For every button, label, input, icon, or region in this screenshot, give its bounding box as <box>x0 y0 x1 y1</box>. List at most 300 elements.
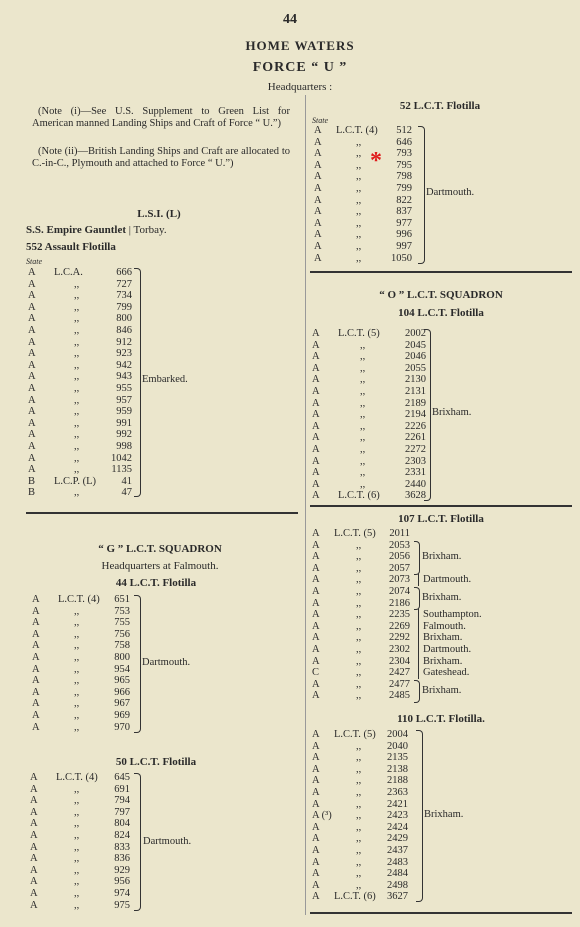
f104-row <box>312 328 432 340</box>
craft-number: 2303 <box>405 455 426 467</box>
ditto-mark: ,, <box>356 609 362 621</box>
f107-bar <box>418 632 419 644</box>
f50-row <box>30 888 140 900</box>
state-code: A <box>30 864 38 876</box>
f552-row <box>28 313 148 325</box>
f552-row <box>28 290 148 302</box>
f104-row <box>312 444 432 456</box>
f107-bar <box>418 621 419 633</box>
state-code: A <box>30 795 38 807</box>
ditto-mark: ,, <box>356 252 362 264</box>
state-code: A <box>312 597 320 609</box>
ditto-mark: ,, <box>356 562 362 574</box>
craft-number: 2188 <box>387 775 408 787</box>
f50-brace <box>134 773 141 911</box>
craft-number: 2421 <box>387 798 408 810</box>
state-code: A <box>312 539 320 551</box>
state-code: A <box>314 206 322 218</box>
craft-number: 975 <box>114 899 130 911</box>
state-code: A <box>30 841 38 853</box>
craft-number: 2424 <box>387 821 408 833</box>
f107-brace <box>414 541 420 576</box>
f110-row <box>312 833 422 845</box>
g-squadron-title: “ G ” L.C.T. SQUADRON <box>98 543 222 555</box>
divider-right-bottom <box>310 912 572 914</box>
f110-row <box>312 822 422 834</box>
craft-number: 799 <box>116 301 132 313</box>
f52-row <box>314 125 424 137</box>
f107-row <box>312 551 422 563</box>
ditto-mark: ,, <box>74 853 80 865</box>
state-code: A <box>312 643 320 655</box>
f107-bar <box>418 644 419 656</box>
ditto-mark: ,, <box>74 301 80 313</box>
state-code: A <box>312 585 320 597</box>
f107-brace <box>414 680 420 703</box>
craft-number: 2292 <box>389 632 410 644</box>
state-code: A <box>312 409 320 421</box>
ditto-mark: ,, <box>74 464 80 476</box>
craft-number: 646 <box>396 136 412 148</box>
craft-number: 512 <box>396 125 412 136</box>
f107-row <box>312 690 422 702</box>
ditto-mark: ,, <box>356 740 362 752</box>
f107-row <box>312 598 422 610</box>
ditto-mark: ,, <box>74 686 80 698</box>
headquarters-label: Headquarters : <box>267 81 333 93</box>
craft-number: 2040 <box>387 740 408 752</box>
ditto-mark: ,, <box>74 818 80 830</box>
lsi-title: L.S.I. (L) <box>137 208 181 220</box>
state-code: A <box>30 806 38 818</box>
f52-row <box>314 229 424 241</box>
state-code: A <box>30 853 38 865</box>
craft-number: 2272 <box>405 443 426 455</box>
ditto-mark: ,, <box>74 899 80 911</box>
craft-number: 2423 <box>387 810 408 822</box>
f552-row <box>28 337 148 349</box>
f50-row <box>30 772 140 784</box>
craft-number: 2138 <box>387 763 408 775</box>
state-code: A <box>312 328 320 339</box>
f552-row <box>28 418 148 430</box>
f110-title: 110 L.C.T. Flotilla. <box>397 713 485 725</box>
ditto-mark: ,, <box>356 539 362 551</box>
f44-row <box>32 710 142 722</box>
ditto-mark: ,, <box>74 487 80 499</box>
craft-number: 2226 <box>405 420 426 432</box>
craft-number: 970 <box>114 721 130 733</box>
ditto-mark: ,, <box>356 632 362 644</box>
craft-number: 2498 <box>387 879 408 891</box>
divider-left-1 <box>26 512 298 514</box>
f552-row <box>28 476 148 488</box>
f52-row <box>314 218 424 230</box>
f107-row <box>312 679 422 691</box>
state-code: A <box>28 371 36 383</box>
craft-number: 2074 <box>389 585 410 597</box>
ditto-mark: ,, <box>360 455 366 467</box>
ditto-mark: ,, <box>74 605 80 617</box>
state-code: A <box>28 278 36 290</box>
state-code: A <box>312 868 320 880</box>
ditto-mark: ,, <box>356 690 362 702</box>
craft-number: 2046 <box>405 351 426 363</box>
f104-row <box>312 386 432 398</box>
craft-number: 666 <box>116 267 132 278</box>
craft-number: 943 <box>116 371 132 383</box>
column-divider <box>305 95 306 915</box>
craft-number: 2131 <box>405 385 426 397</box>
craft-number: 2429 <box>387 833 408 845</box>
ditto-mark: ,, <box>356 655 362 667</box>
state-code: A <box>312 562 320 574</box>
state-code: A <box>314 159 322 171</box>
craft-number: 966 <box>114 686 130 698</box>
f107-row <box>312 656 422 668</box>
f552-row <box>28 406 148 418</box>
ditto-mark: ,, <box>356 551 362 563</box>
craft-number: 799 <box>396 182 412 194</box>
f552-row <box>28 325 148 337</box>
craft-number: 923 <box>116 348 132 360</box>
f552-title: 552 Assault Flotilla <box>26 241 116 253</box>
state-code: A <box>314 229 322 241</box>
state-code: A <box>312 798 320 810</box>
ditto-mark: ,, <box>356 182 362 194</box>
craft-number: 992 <box>116 429 132 441</box>
craft-number: 824 <box>114 829 130 841</box>
f44-row <box>32 606 142 618</box>
craft-number: 957 <box>116 394 132 406</box>
state-code: A <box>32 628 40 640</box>
f552-destination: Embarked. <box>142 374 188 385</box>
state-code: A <box>28 348 36 360</box>
f107-bar <box>418 667 419 679</box>
f110-row <box>312 880 422 892</box>
craft-number: 2130 <box>405 374 426 386</box>
state-code: A <box>32 640 40 652</box>
state-code: A <box>30 876 38 888</box>
f44-row <box>32 675 142 687</box>
state-code: A <box>28 267 36 278</box>
craft-number: 942 <box>116 359 132 371</box>
ditto-mark: ,, <box>356 597 362 609</box>
state-code: A <box>312 879 320 891</box>
f44-row <box>32 629 142 641</box>
f104-row <box>312 340 432 352</box>
ditto-mark: ,, <box>74 371 80 383</box>
craft-number: 2011 <box>389 528 410 539</box>
ditto-mark: ,, <box>356 821 362 833</box>
f107-row <box>312 540 422 552</box>
red-asterisk-icon: * <box>370 148 382 174</box>
state-code: A <box>32 605 40 617</box>
f104-list <box>312 328 432 502</box>
f50-row <box>30 876 140 888</box>
ditto-mark: ,, <box>360 467 366 479</box>
f52-row <box>314 148 424 160</box>
f44-list <box>32 594 142 733</box>
state-code: A <box>312 528 320 539</box>
ditto-mark: ,, <box>74 348 80 360</box>
f110-row <box>312 891 422 903</box>
craft-number: 2302 <box>389 643 410 655</box>
ditto-mark: ,, <box>356 643 362 655</box>
f52-row <box>314 195 424 207</box>
state-code: A <box>32 663 40 675</box>
f52-list <box>314 125 424 264</box>
state-code: A <box>28 394 36 406</box>
ditto-mark: ,, <box>356 786 362 798</box>
f44-title: 44 L.C.T. Flotilla <box>115 577 197 589</box>
f107-destination: Dartmouth. <box>423 644 472 655</box>
f110-row <box>312 845 422 857</box>
f44-row <box>32 687 142 699</box>
craft-number: 804 <box>114 818 130 830</box>
f50-list <box>30 772 140 911</box>
craft-number: 996 <box>396 229 412 241</box>
craft-number: 47 <box>121 487 132 499</box>
ditto-mark: ,, <box>360 443 366 455</box>
ditto-mark: ,, <box>356 240 362 252</box>
ditto-mark: ,, <box>74 841 80 853</box>
f110-row <box>312 729 422 741</box>
craft-number: 793 <box>396 148 412 160</box>
ditto-mark: ,, <box>356 763 362 775</box>
f52-row <box>314 171 424 183</box>
craft-number: 2363 <box>387 786 408 798</box>
state-code: A <box>32 594 40 605</box>
ditto-mark: ,, <box>74 640 80 652</box>
f104-row <box>312 479 432 491</box>
craft-number: 833 <box>114 841 130 853</box>
craft-number: 2269 <box>389 620 410 632</box>
craft-number: 2261 <box>405 432 426 444</box>
craft-number: 2002 <box>405 328 426 339</box>
f44-row <box>32 594 142 606</box>
craft-type: L.C.T. (5) <box>334 729 376 740</box>
ditto-mark: ,, <box>356 844 362 856</box>
craft-number: 727 <box>116 278 132 290</box>
ditto-mark: ,, <box>356 148 362 160</box>
f50-row <box>30 807 140 819</box>
f107-destination: Falmouth. <box>423 620 466 632</box>
craft-number: 836 <box>114 853 130 865</box>
note-1: (Note (i)—See U.S. Supplement to Green List for American manned Landing Ships and Craft of Force “ U.”) <box>32 106 290 129</box>
f52-row <box>314 253 424 265</box>
ditto-mark: ,, <box>74 663 80 675</box>
page-number: 44 <box>283 12 297 27</box>
craft-number: 974 <box>114 887 130 899</box>
f104-row <box>312 351 432 363</box>
state-code: A <box>312 833 320 845</box>
state-code: A <box>28 440 36 452</box>
state-code: A <box>28 406 36 418</box>
f107-row <box>312 563 422 575</box>
craft-number: 954 <box>114 663 130 675</box>
ditto-mark: ,, <box>74 651 80 663</box>
f104-row <box>312 432 432 444</box>
craft-number: 2477 <box>389 678 410 690</box>
ditto-mark: ,, <box>356 833 362 845</box>
f52-title: 52 L.C.T. Flotilla <box>399 100 481 112</box>
f104-row <box>312 409 432 421</box>
note-2: (Note (ii)—British Landing Ships and Craft are allocated to C.-in-C., Plymouth and attached to Force “ U.”) <box>32 146 290 169</box>
f50-row <box>30 830 140 842</box>
craft-type: L.C.T. (4) <box>336 125 378 136</box>
state-code: B <box>28 487 36 499</box>
ditto-mark: ,, <box>74 406 80 418</box>
craft-number: 969 <box>114 709 130 721</box>
lsi-port: Torbay. <box>133 224 167 236</box>
craft-number: 846 <box>116 324 132 336</box>
ditto-mark: ,, <box>356 217 362 229</box>
state-code: A <box>312 385 320 397</box>
craft-number: 967 <box>114 698 130 710</box>
f107-destination: Brixham. <box>422 684 462 696</box>
heading-force: FORCE “ U ” <box>252 60 348 75</box>
ditto-mark: ,, <box>74 290 80 302</box>
state-code: A <box>312 351 320 363</box>
craft-number: 2485 <box>389 690 410 702</box>
craft-number: 2235 <box>389 609 410 621</box>
f52-row <box>314 241 424 253</box>
ditto-mark: ,, <box>356 206 362 218</box>
state-code: A <box>28 417 36 429</box>
ditto-mark: ,, <box>356 667 362 679</box>
state-code: A <box>312 609 320 621</box>
ditto-mark: ,, <box>360 432 366 444</box>
state-code: A <box>28 429 36 441</box>
craft-number: 2053 <box>389 539 410 551</box>
state-code: A <box>312 775 320 787</box>
f110-row <box>312 787 422 799</box>
craft-number: 977 <box>396 217 412 229</box>
state-code: A <box>28 324 36 336</box>
craft-number: 2045 <box>405 339 426 351</box>
f107-bar <box>418 574 419 586</box>
ditto-mark: ,, <box>356 810 362 822</box>
ditto-mark: ,, <box>74 721 80 733</box>
state-code: A <box>312 551 320 563</box>
f50-row <box>30 784 140 796</box>
f104-brace <box>424 329 431 501</box>
state-code: A <box>32 617 40 629</box>
craft-number: 955 <box>116 382 132 394</box>
f50-destination: Dartmouth. <box>143 836 192 847</box>
ditto-mark: ,, <box>356 171 362 183</box>
ditto-mark: ,, <box>356 752 362 764</box>
lsi-divider: | <box>128 224 134 236</box>
f110-row <box>312 810 422 822</box>
f50-row <box>30 818 140 830</box>
f44-row <box>32 664 142 676</box>
f107-destination: Brixham. <box>423 632 463 644</box>
ditto-mark: ,, <box>356 775 362 787</box>
f107-bar <box>418 656 419 668</box>
state-code: A <box>312 844 320 856</box>
ditto-mark: ,, <box>74 313 80 325</box>
craft-number: 651 <box>114 594 130 605</box>
craft-type: L.C.T. (4) <box>56 772 98 783</box>
f107-destination: Brixham. <box>422 551 462 563</box>
f110-row <box>312 868 422 880</box>
f107-row <box>312 609 422 621</box>
state-code: A <box>312 786 320 798</box>
craft-number: 1135 <box>111 464 132 476</box>
f107-row <box>312 586 422 598</box>
ditto-mark: ,, <box>360 385 366 397</box>
ditto-mark: ,, <box>360 409 366 421</box>
ditto-mark: ,, <box>74 806 80 818</box>
ditto-mark: ,, <box>74 452 80 464</box>
state-code: A <box>28 301 36 313</box>
ditto-mark: ,, <box>74 698 80 710</box>
f107-brace <box>414 587 420 610</box>
state-code: A <box>312 574 320 586</box>
ditto-mark: ,, <box>74 417 80 429</box>
f52-row <box>314 183 424 195</box>
f52-brace <box>418 126 425 264</box>
ditto-mark: ,, <box>74 876 80 888</box>
craft-number: 959 <box>116 406 132 418</box>
state-code: A <box>312 455 320 467</box>
f50-row <box>30 900 140 912</box>
ditto-mark: ,, <box>74 382 80 394</box>
state-code: A <box>314 182 322 194</box>
state-code: B <box>28 475 36 487</box>
state-code: A <box>312 763 320 775</box>
craft-number: 2440 <box>405 478 426 490</box>
ditto-mark: ,, <box>74 709 80 721</box>
ditto-mark: ,, <box>74 864 80 876</box>
ditto-mark: ,, <box>74 617 80 629</box>
craft-type: L.C.P. (L) <box>54 475 96 487</box>
craft-number: 956 <box>114 876 130 888</box>
state-label-left: State <box>26 257 42 266</box>
state-code: A <box>28 313 36 325</box>
ditto-mark: ,, <box>356 574 362 586</box>
lsi-ship-line <box>26 224 167 236</box>
craft-type: L.C.T. (4) <box>58 594 100 605</box>
f52-row <box>314 206 424 218</box>
craft-number: 691 <box>114 783 130 795</box>
state-code: A <box>312 362 320 374</box>
f552-row <box>28 464 148 476</box>
ditto-mark: ,, <box>74 440 80 452</box>
state-code: A <box>312 655 320 667</box>
ditto-mark: ,, <box>360 478 366 490</box>
craft-number: 2056 <box>389 551 410 563</box>
f52-row <box>314 137 424 149</box>
craft-number: 1050 <box>391 252 412 264</box>
state-code: A <box>28 464 36 476</box>
ditto-mark: ,, <box>74 795 80 807</box>
f104-row <box>312 374 432 386</box>
f552-row <box>28 453 148 465</box>
f110-row <box>312 857 422 869</box>
state-code: A <box>312 821 320 833</box>
f50-title: 50 L.C.T. Flotilla <box>115 756 197 768</box>
ditto-mark: ,, <box>74 359 80 371</box>
ditto-mark: ,, <box>356 879 362 891</box>
craft-number: 991 <box>116 417 132 429</box>
craft-number: 2331 <box>405 467 426 479</box>
state-code: A <box>312 490 320 502</box>
lsi-ship-name: S.S. Empire Gauntlet <box>26 224 127 236</box>
f552-row <box>28 371 148 383</box>
